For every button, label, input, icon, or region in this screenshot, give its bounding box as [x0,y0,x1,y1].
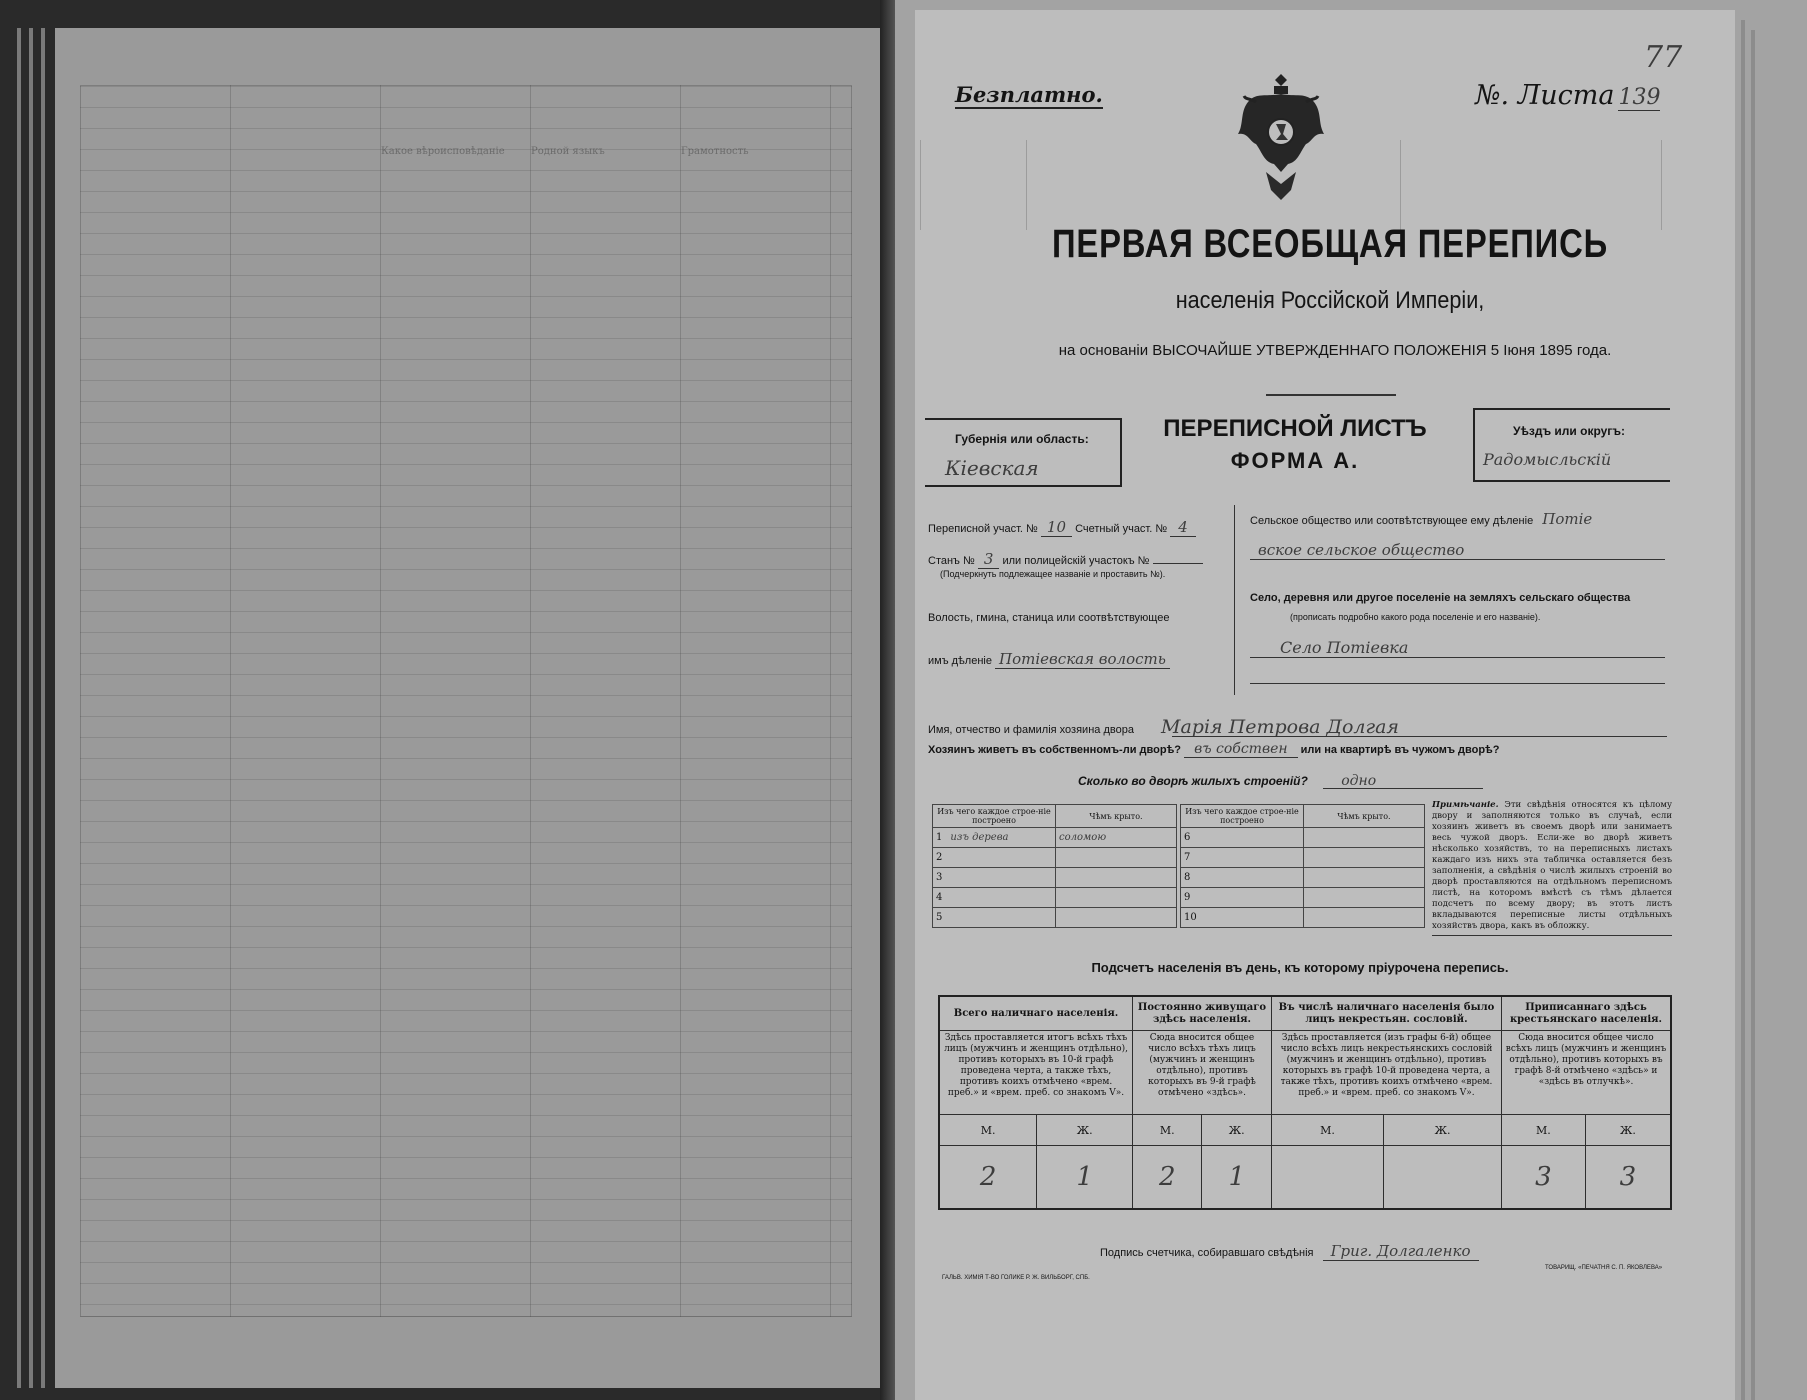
row-number: 6 [1181,828,1304,848]
table-row [1181,888,1425,908]
volost-value: Потіевская волость [995,650,1170,669]
note-block [1432,800,1672,936]
table-header-row [1181,805,1425,828]
census-district-value: 10 [1041,518,1072,537]
count-column-description: Здѣсь проставляется (изъ графы 6-й) общее число всѣхъ лицъ некрестьянскихъ сословій (мужчинъ и женщинъ отдѣльно), противъ которыхъ въ графѣ 10-й проведена черта, а также тѣхъ, противъ коихъ отмѣчено «врем. преб.» и «врем. преб. со знакомъ V». [1271,1031,1501,1115]
row-number: 3 [936,872,943,883]
population-count-table [938,995,1672,1210]
building-material-cell [933,908,1056,928]
count-column-description: Сюда вносится общее число всѣхъ тѣхъ лицъ (мужчинъ и женщинъ отдѣльно), противъ которыхъ въ 9-й графѣ отмѣчено «здѣсь». [1133,1031,1272,1115]
left-ghost-header: Какое вѣроисповѣданіе [381,146,505,157]
form-subtitle: населенія Россійской Имперіи, [1175,287,1485,314]
stan-field [928,550,1203,568]
building-roof-value [1056,848,1177,868]
table-row [933,848,1177,868]
row-number: 9 [1181,888,1304,908]
volost-label-1: Волость, гмина, станица или соотвѣтствующее [928,612,1170,624]
society-field [1250,510,1592,528]
owner-line [1172,736,1667,737]
count-gender-row [939,1115,1671,1146]
census-district-field [928,518,1196,536]
field-column-divider [1234,505,1235,695]
female-label: Ж. [1037,1115,1133,1146]
page-stack-edge [41,28,45,1388]
volost-field [928,650,1170,668]
police-label: или полицейскій участокъ № [1002,555,1150,567]
count-head-row [939,996,1671,1031]
uezd-box [1473,408,1670,482]
count-value-row [939,1146,1671,1210]
buildings-table-right-body [1181,828,1425,928]
double-headed-eagle-emblem [1236,72,1326,207]
sheet-number-label [1475,80,1660,111]
count-district-label: Счетный участ. № [1075,523,1168,535]
count-female-value [1384,1146,1502,1210]
archive-page-number: 77 [1644,40,1683,75]
column-header-material: Изъ чего каждое строе-ніе построено [933,805,1056,828]
free-label: Безплатно. [955,82,1103,107]
row-number: 5 [936,912,943,923]
count-male-value: 3 [1502,1146,1586,1210]
signature-field [1100,1242,1479,1260]
count-column-head: Приписаннаго здѣсь крестьянскаго населенія. [1502,996,1672,1031]
building-material-cell [933,848,1056,868]
count-female-value: 3 [1585,1146,1671,1210]
buildings-field [1078,773,1376,789]
row-number: 7 [1181,848,1304,868]
row-number: 4 [936,892,943,903]
column-header-roof: Чѣмъ крыто. [1056,805,1177,828]
stan-value: 3 [978,550,1000,569]
male-label: М. [1133,1115,1202,1146]
building-material-cell [933,828,1056,848]
census-sheet-title: ПЕРЕПИСНОЙ ЛИСТЪ [1163,415,1427,442]
buildings-table-right [1180,804,1425,928]
building-roof-value [1304,848,1425,868]
table-row [933,828,1177,848]
bleed-through-column [1400,140,1662,230]
count-male-value [1271,1146,1383,1210]
owner-field [928,716,1399,738]
gubernia-label: Губернія или область: [955,432,1089,446]
society-value-1: Потіе [1542,510,1593,528]
female-label: Ж. [1585,1115,1671,1146]
table-header-row [933,805,1177,828]
stan-label: Станъ № [928,555,975,567]
signature-label: Подпись счетчика, собиравшаго свѣдѣнія [1100,1247,1314,1259]
buildings-table-left [932,804,1177,928]
count-male-value: 2 [939,1146,1037,1210]
building-roof-value [1304,888,1425,908]
volost-label-2: имъ дѣленіе [928,655,992,667]
lives-label-1: Хозяинъ живетъ въ собственномъ-ли дворѣ? [928,744,1182,756]
owner-value: Марія Петрова Долгая [1161,716,1400,738]
bleed-through-column [920,140,1027,230]
form-main-title: ПЕРВАЯ ВСЕОБЩАЯ ПЕРЕПИСЬ [1052,222,1608,266]
village-line-2 [1250,683,1665,684]
lives-value: въ собствен [1184,741,1298,758]
table-row [1181,908,1425,928]
sheet-number-text: №. Листа [1475,80,1615,111]
society-line [1250,540,1665,560]
buildings-label: Сколько во дворѣ жилыхъ строеній? [1078,774,1308,788]
count-female-value: 1 [1202,1146,1271,1210]
buildings-value: одно [1341,773,1377,789]
village-value: Село Потіевка [1280,638,1409,657]
society-value-2: вское сельское общество [1258,541,1465,559]
building-roof-value [1304,908,1425,928]
row-number: 2 [936,852,943,863]
table-row [1181,868,1425,888]
building-roof-value [1056,868,1177,888]
printer-imprint-left: ГАЛЬВ. ХИМІЯ Т-ВО ГОЛИКЕ Р. Ж. ВИЛЬБОРГ, СПБ. [942,1275,1090,1281]
note-title: Примѣчаніе. [1432,800,1499,810]
printer-imprint-right: ТОВАРИЩ. «ПЕЧАТНЯ С. П. ЯКОВЛЕВА» [1545,1265,1663,1271]
police-value-blank [1153,563,1203,564]
table-row [933,888,1177,908]
table-row [1181,828,1425,848]
count-male-value: 2 [1133,1146,1202,1210]
buildings-line [1323,788,1483,789]
form-legal-basis: на основаніи ВЫСОЧАЙШЕ УТВЕРЖДЕННАГО ПОЛОЖЕНІЯ 5 Іюня 1895 года. [1058,342,1612,359]
village-label: Село, деревня или другое поселеніе на земляхъ сельскаго общества [1250,592,1631,604]
count-column-head: Всего наличнаго населенія. [939,996,1133,1031]
building-material-cell [933,868,1056,888]
building-roof-value: соломою [1056,828,1177,848]
row-number: 8 [1181,868,1304,888]
count-column-head: Въ числѣ наличнаго населенія было лицъ некрестьян. сословій. [1271,996,1501,1031]
building-material-cell [933,888,1056,908]
village-note: (прописать подробно какого рода поселеніе и его названіе). [1290,612,1541,622]
female-label: Ж. [1202,1115,1271,1146]
left-page-ruled-grid [80,85,852,1317]
page-stack-edge [1751,30,1755,1400]
lives-label-2: или на квартирѣ въ чужомъ дворѣ? [1300,744,1500,756]
building-material-value: изъ дерева [950,832,1009,843]
gubernia-box [925,418,1122,487]
building-roof-value [1056,908,1177,928]
page-stack-edge [29,28,33,1388]
signature-value: Григ. Долгаленко [1323,1242,1479,1261]
left-ghost-header: Родной языкъ [531,146,605,157]
column-header-roof: Чѣмъ крыто. [1304,805,1425,828]
male-label: М. [1271,1115,1383,1146]
village-line [1250,638,1665,658]
count-column-head: Постоянно живущаго здѣсь населенія. [1133,996,1272,1031]
sheet-number-value: 139 [1618,85,1661,110]
row-number: 10 [1181,908,1304,928]
count-column-description: Сюда вносится общее число всѣхъ лицъ (мужчинъ и женщинъ отдѣльно), противъ которыхъ въ графѣ 8-й отмѣчено «здѣсь» и «здѣсь въ отлучкѣ». [1502,1031,1672,1115]
count-desc-row [939,1031,1671,1115]
male-label: М. [1502,1115,1586,1146]
table-row [1181,848,1425,868]
uezd-label: Уѣздъ или округъ: [1513,424,1626,438]
form-a-label: ФОРМА А. [1230,448,1360,473]
female-label: Ж. [1384,1115,1502,1146]
lives-field [928,741,1500,757]
count-district-value: 4 [1170,518,1196,537]
note-text: Эти свѣдѣнія относятся къ цѣлому двору и заполняются только въ случаѣ, если хозяинъ живетъ въ своемъ дворѣ или занимаетъ весь чужой дворъ. Если-же во дворѣ живетъ нѣсколько хозяйствъ, то на переписныхъ листахъ каждаго изъ нихъ эта табличка оставляется безъ заполненія, а свѣдѣнія о числѣ жилыхъ строеній во дворѣ проставляются на отдѣльномъ переписномъ листѣ, на которомъ вмѣстѣ съ тѣмъ дѣлается подсчетъ по всему двору; въ этотъ листъ вкладываются переписные листы отдѣльныхъ хозяйствъ двора, какъ въ обложку. [1432,800,1672,931]
census-district-label: Переписной участ. № [928,523,1038,535]
underline-note: (Подчеркнуть подлежащее названіе и проставить №). [940,569,1166,579]
owner-label: Имя, отчество и фамилія хозяина двора [928,724,1134,736]
left-ghost-header: Грамотность [681,146,749,157]
buildings-table-left-body [933,828,1177,928]
count-column-description: Здѣсь проставляется итогъ всѣхъ тѣхъ лицъ (мужчинъ и женщинъ отдѣльно), противъ которыхъ въ 10-й графѣ проведена черта, а также тѣхъ, противъ коихъ отмѣчено «врем. преб.» и «врем. преб. со знакомъ V». [939,1031,1133,1115]
uezd-value: Радомысльскій [1483,450,1612,469]
column-header-material: Изъ чего каждое строе-ніе построено [1181,805,1304,828]
gubernia-value: Кіевская [945,456,1039,480]
ornament-divider [1266,394,1396,396]
count-section-title: Подсчетъ населенія въ день, къ которому пріурочена перепись. [1091,960,1509,975]
building-roof-value [1056,888,1177,908]
building-roof-value [1304,868,1425,888]
table-row [933,868,1177,888]
male-label: М. [939,1115,1037,1146]
page-stack-edge [17,28,21,1388]
count-female-value: 1 [1037,1146,1133,1210]
building-roof-value [1304,828,1425,848]
row-number: 1 [936,832,943,843]
table-row [933,908,1177,928]
page-stack-edge [1741,20,1745,1400]
society-label: Сельское общество или соотвѣтствующее ему дѣленіе [1250,515,1534,527]
